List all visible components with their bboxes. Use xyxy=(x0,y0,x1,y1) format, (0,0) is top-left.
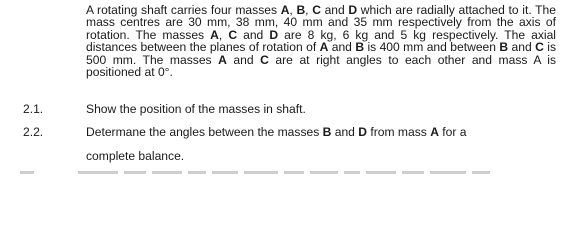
mass-label: A xyxy=(280,3,290,17)
mass-label: B xyxy=(355,40,365,55)
mass-label: B xyxy=(499,40,509,55)
mass-label: C xyxy=(228,27,238,42)
mass-label: C xyxy=(260,52,269,67)
problem-statement: A rotating shaft carries four masses A, B, C and D which are radially attached to it. The mass centres are 30 mm, 38 mm, 40 mm and 35 mm respectively from the axis of rotation. The masses A, C and D are 8 kg, 6 kg and 5 kg respectively. The axial distances between the planes of rotation of A and B is 400 mm and between B and C is 500 mm. The masses A and C are at right angles to each other and mass A is positioned at 0°. xyxy=(86,3,557,80)
mass-label: C xyxy=(535,40,544,55)
question-text: Show the position of the masses in shaft. xyxy=(86,102,306,116)
mass-label: A xyxy=(319,40,329,55)
question-number: 2.2. xyxy=(23,125,44,139)
mass-label: B xyxy=(322,125,332,139)
mass-label: B xyxy=(296,3,306,17)
mass-label: D xyxy=(348,3,358,17)
question-text: Determane the angles between the masses B and D from mass A for a xyxy=(86,125,467,139)
mass-label: A xyxy=(430,125,439,139)
cropped-next-line xyxy=(20,169,555,174)
mass-label: A xyxy=(218,52,227,67)
mass-label: D xyxy=(269,27,279,42)
question-number: 2.1. xyxy=(23,102,44,116)
question-text-continuation: complete balance. xyxy=(86,149,185,163)
mass-label: C xyxy=(312,3,321,17)
mass-label: A xyxy=(210,27,219,42)
mass-label: D xyxy=(358,125,368,139)
